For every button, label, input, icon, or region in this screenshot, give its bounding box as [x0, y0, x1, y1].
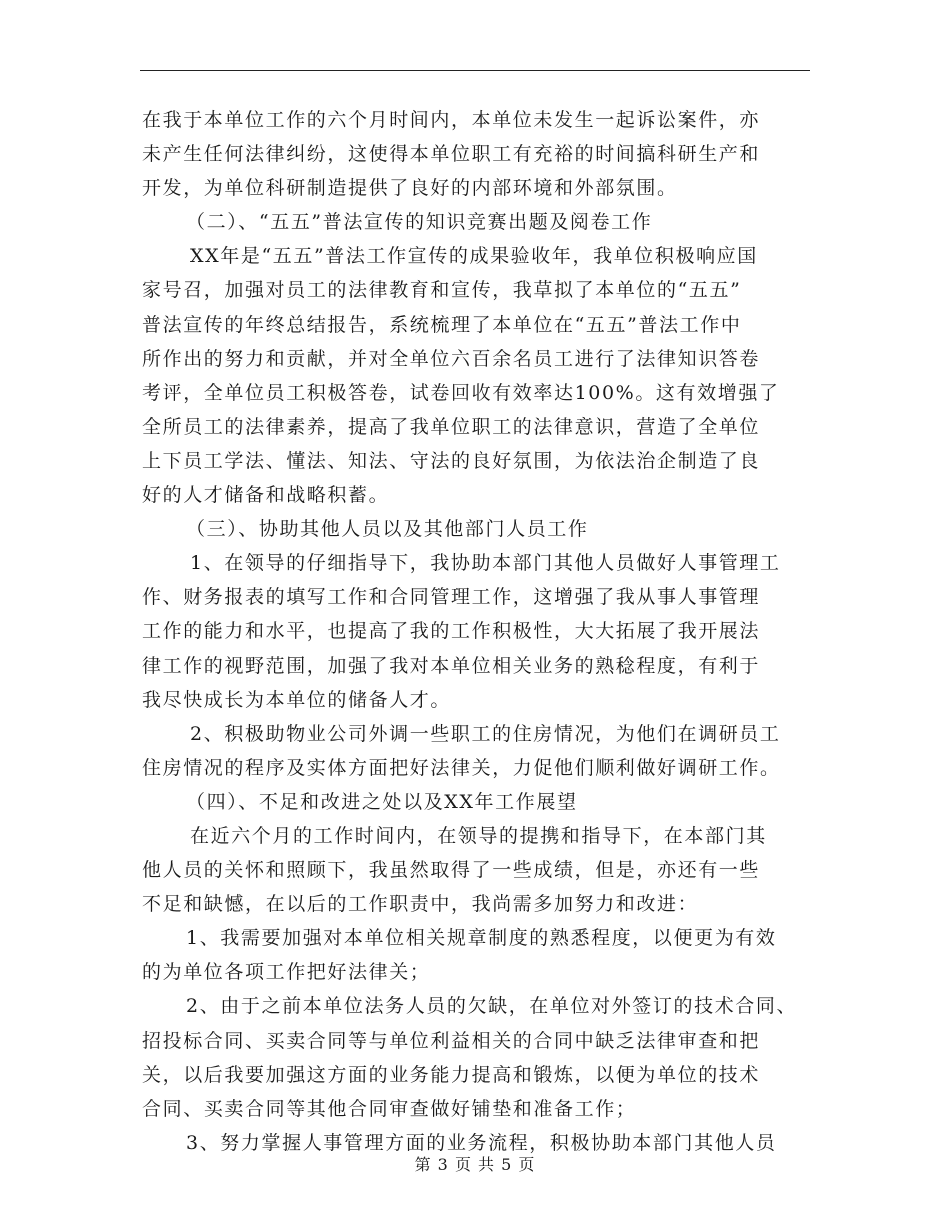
text-line: 全所员工的法律素养，提高了我单位职工的法律意识，营造了全单位 [142, 415, 761, 438]
text-line: 律工作的视野范围，加强了我对本单位相关业务的熟稔程度，有利于 [142, 654, 761, 677]
text-line: 未产生任何法律纠纷，这使得本单位职工有充裕的时间搞科研生产和 [142, 143, 761, 166]
text-line: 好的人才储备和战略积蓄。 [142, 484, 390, 507]
text-line: 上下员工学法、懂法、知法、守法的良好氛围，为依法治企制造了良 [142, 449, 761, 472]
text-line: 招投标合同、买卖合同等与单位利益相关的合同中缺乏法律审查和把 [142, 1029, 761, 1052]
text-line: 2、由于之前本单位法务人员的欠缺，在单位对外签订的技术合同、 [186, 995, 798, 1018]
text-line: 2、积极助物业公司外调一些职工的住房情况，为他们在调研员工 [190, 722, 781, 745]
text-line: 1、我需要加强对本单位相关规章制度的熟悉程度，以便更为有效 [186, 927, 777, 950]
text-line: 关，以后我要加强这方面的业务能力提高和锻炼，以便为单位的技术 [142, 1063, 761, 1086]
page-number: 第 3 页 共 5 页 [414, 1155, 536, 1174]
text-line: 的为单位各项工作把好法律关； [142, 961, 431, 984]
text-line: 所作出的努力和贡献，并对全单位六百余名员工进行了法律知识答卷 [142, 347, 761, 370]
text-line: 开发，为单位科研制造提供了良好的内部环境和外部氛围。 [142, 177, 678, 200]
text-line: 1、在领导的仔细指导下，我协助本部门其他人员做好人事管理工 [190, 552, 781, 575]
text-line: 家号召，加强对员工的法律教育和宣传，我草拟了本单位的“五五” [142, 279, 742, 302]
text-line: 普法宣传的年终总结报告，系统梳理了本单位在“五五”普法工作中 [142, 313, 742, 336]
document-body [142, 103, 812, 1160]
text-line: 合同、买卖合同等其他合同审查做好铺垫和准备工作； [142, 1097, 637, 1120]
text-line: 我尽快成长为本单位的储备人才。 [142, 688, 452, 711]
text-line: 住房情况的程序及实体方面把好法律关，力促他们顺利做好调研工作。 [142, 756, 781, 779]
section-heading: （三）、协助其他人员以及其他部门人员工作 [186, 518, 589, 541]
text-line: 不足和缺憾，在以后的工作职责中，我尚需多加努力和改进： [142, 893, 699, 916]
text-line: 工作的能力和水平，也提高了我的工作积极性，大大拓展了我开展法 [142, 620, 761, 643]
section-heading: （四）、不足和改进之处以及XX年工作展望 [186, 790, 578, 813]
section-heading: （二）、“五五”普法宣传的知识竞赛出题及阅卷工作 [186, 211, 653, 234]
text-line: XX年是“五五”普法工作宣传的成果验收年，我单位积极响应国 [190, 245, 758, 268]
header-rule [140, 70, 810, 71]
text-line: 在近六个月的工作时间内，在领导的提携和指导下，在本部门其 [190, 824, 767, 847]
text-line: 作、财务报表的填写工作和合同管理工作，这增强了我从事人事管理 [142, 586, 761, 609]
text-line: 他人员的关怀和照顾下，我虽然取得了一些成绩，但是，亦还有一些 [142, 859, 761, 882]
text-line: 3、努力掌握人事管理方面的业务流程，积极协助本部门其他人员 [186, 1131, 777, 1154]
text-line: 在我于本单位工作的六个月时间内，本单位未发生一起诉讼案件，亦 [142, 109, 761, 131]
text-line: 考评，全单位员工积极答卷，试卷回收有效率达100%。这有效增强了 [142, 381, 780, 404]
